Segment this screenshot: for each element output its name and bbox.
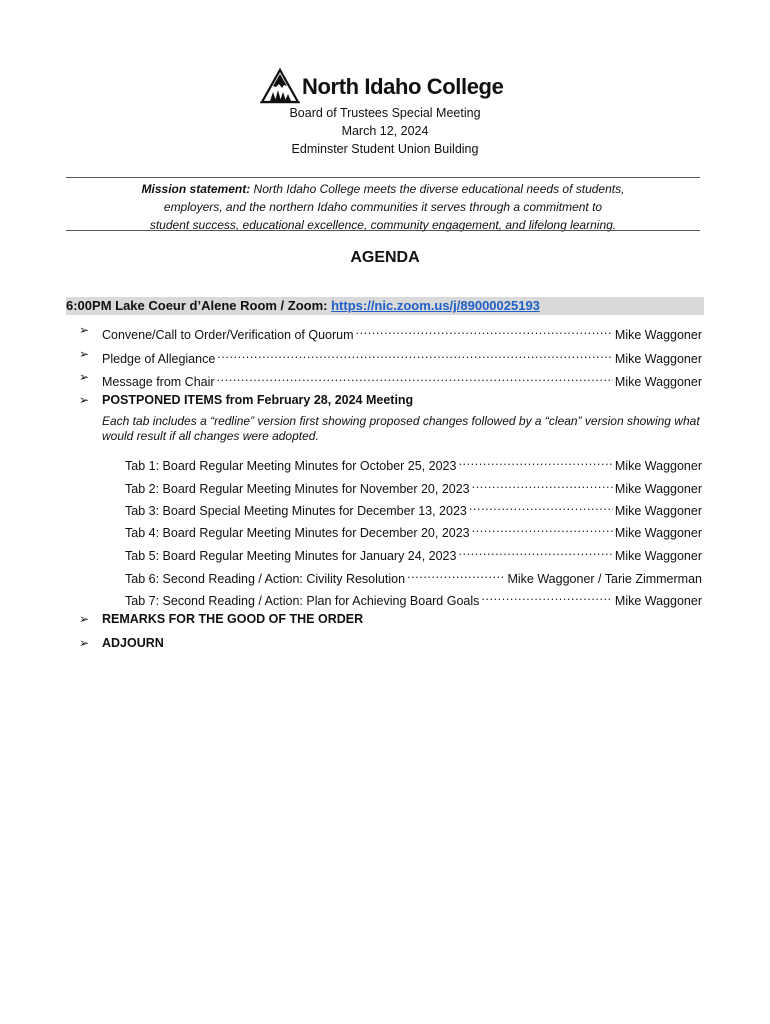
- mission-label: Mission statement:: [141, 182, 251, 196]
- tab-item: [0, 452, 770, 473]
- adjourn-row: [0, 634, 770, 652]
- mission-text-2: employers, and the northern Idaho communities it serves through a commitment to: [163, 200, 603, 214]
- tab-item: [0, 475, 770, 496]
- agenda-title: AGENDA: [350, 249, 420, 266]
- tab-presenter: Mike Waggoner / Tarie Zimmerman: [507, 572, 702, 586]
- agenda-item: [0, 321, 770, 342]
- arrow-bullet-icon: ➢: [79, 323, 90, 337]
- postponed-heading: POSTPONED ITEMS from February 28, 2024 Meeting: [102, 393, 414, 407]
- tab-label: Tab 2: Board Regular Meeting Minutes for November 20, 2023: [125, 482, 470, 496]
- tab-label: Tab 1: Board Regular Meeting Minutes for October 25, 2023: [125, 459, 457, 473]
- tab-label: Tab 5: Board Regular Meeting Minutes for January 24, 2023: [125, 549, 457, 563]
- arrow-bullet-icon: ➢: [79, 370, 90, 384]
- item-label: Message from Chair: [102, 375, 215, 389]
- item-label: Pledge of Allegiance: [102, 352, 216, 366]
- tab-item: [0, 519, 770, 540]
- session-label: 6:00PM Lake Coeur d’Alene Room / Zoom:: [66, 298, 332, 313]
- tab-label: Tab 6: Second Reading / Action: Civility Resolution: [125, 572, 406, 586]
- meeting-header: [0, 104, 770, 158]
- mission-statement: [66, 180, 700, 234]
- tab-item: [0, 542, 770, 563]
- tab-presenter: Mike Waggoner: [614, 594, 702, 608]
- meeting-type: Board of Trustees Special Meeting: [289, 106, 481, 120]
- arrow-bullet-icon: ➢: [79, 636, 90, 650]
- mission-text-3: student success, educational excellence, community engagement, and lifelong learning.: [149, 218, 617, 232]
- zoom-link[interactable]: https://nic.zoom.us/j/89000025193: [331, 298, 540, 313]
- item-presenter: Mike Waggoner: [614, 375, 702, 389]
- tab-presenter: Mike Waggoner: [614, 504, 702, 518]
- arrow-bullet-icon: ➢: [79, 612, 90, 626]
- tab-presenter: Mike Waggoner: [614, 482, 702, 496]
- remarks-row: [0, 610, 770, 628]
- redline-note: Each tab includes a “redline” version first showing proposed changes followed by a “clean” version showing what would result if all changes were adopted.: [102, 414, 700, 443]
- mission-text-1: North Idaho College meets the diverse educational needs of students,: [250, 182, 625, 196]
- tab-presenter: Mike Waggoner: [614, 549, 702, 563]
- meeting-date: March 12, 2024: [341, 124, 429, 138]
- college-logo: [260, 68, 520, 104]
- tab-presenter: Mike Waggoner: [614, 459, 702, 473]
- arrow-bullet-icon: ➢: [79, 393, 90, 407]
- divider-bottom: [66, 230, 700, 231]
- tab-label: Tab 7: Second Reading / Action: Plan for Achieving Board Goals: [125, 594, 480, 608]
- college-name: North Idaho College: [302, 74, 504, 99]
- tab-item: [0, 565, 770, 586]
- divider-top: [66, 177, 700, 178]
- adjourn-heading: ADJOURN: [102, 636, 164, 650]
- agenda-item: [0, 368, 770, 389]
- tab-label: Tab 3: Board Special Meeting Minutes for December 13, 2023: [125, 504, 467, 518]
- item-presenter: Mike Waggoner: [614, 352, 702, 366]
- mountain-trees-logo-icon: [260, 68, 300, 104]
- arrow-bullet-icon: ➢: [79, 347, 90, 361]
- tab-item: [0, 587, 770, 608]
- tab-label: Tab 4: Board Regular Meeting Minutes for December 20, 2023: [125, 526, 470, 540]
- agenda-item: [0, 345, 770, 366]
- remarks-heading: REMARKS FOR THE GOOD OF THE ORDER: [102, 612, 364, 626]
- tab-item: [0, 497, 770, 518]
- tab-presenter: Mike Waggoner: [614, 526, 702, 540]
- session-bar: [66, 297, 704, 315]
- meeting-location: Edminster Student Union Building: [291, 142, 479, 156]
- item-presenter: Mike Waggoner: [614, 328, 702, 342]
- item-label: Convene/Call to Order/Verification of Quorum: [102, 328, 354, 342]
- postponed-heading-row: [0, 391, 770, 409]
